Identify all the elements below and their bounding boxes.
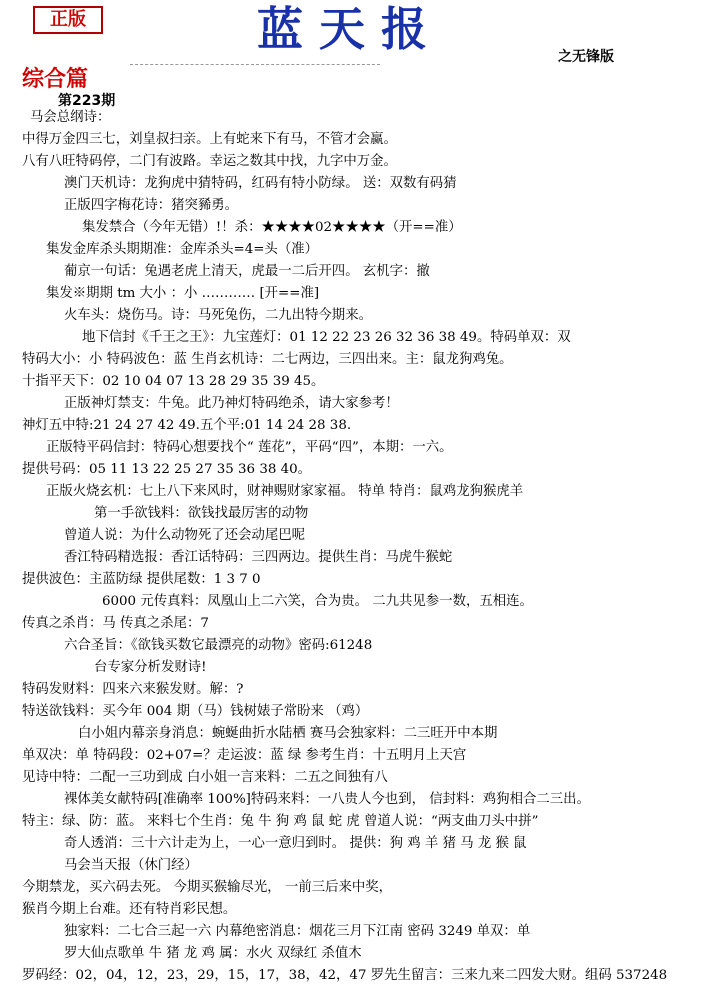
text-line: 特送欲钱料：买今年 004 期（马）钱树婊子常盼来 （鸡） [22, 704, 369, 719]
text-line: 八有八旺特码停，二门有波路。幸运之数其中找，九字中万金。 [22, 154, 397, 169]
text-line: 地下信封《千王之王》：九宝莲灯：01 12 22 23 26 32 36 38 49。特码单双：双 [82, 330, 571, 345]
text-line: 集发※期期 tm 大小 ：小 ………… [开==准] [46, 286, 320, 301]
text-line: 集发金库杀头期期准：金库杀头=4=头（准） [46, 242, 318, 257]
text-line: 正版神灯禁支：牛兔。此乃神灯特码绝杀，请大家参考！ [64, 396, 399, 411]
text-line: 特码大小：小 特码波色：蓝 生肖玄机诗：二七两边，三四出来。主：鼠龙狗鸡兔。 [22, 352, 513, 367]
text-line: 正版特平码信封：特码心想要找个“ 莲花”，平码“四”，本期：一六。 [46, 440, 453, 455]
section-heading: 综合篇 [22, 66, 89, 92]
text-line: 独家料：二七合三起一六 内幕绝密消息：烟花三月下江南 密码 3249 单双：单 [64, 924, 531, 939]
edition-label: 之无锋版 [558, 49, 614, 65]
issue-number: 第223期 [58, 93, 116, 109]
text-line: 集发禁合（今年无错）!！杀：★★★★02★★★★（开==准） [82, 220, 462, 235]
text-line: 曾道人说：为什么动物死了还会动尾巴呢 [64, 528, 306, 543]
text-line: 神灯五中特:21 24 27 42 49.五个平:01 14 24 28 38. [22, 418, 352, 433]
text-line: 台专家分析发财诗! [94, 660, 207, 675]
section-divider [130, 64, 380, 65]
text-line: 香江特码精选报：香江话特码：三四两边。提供生肖：马虎牛猴蛇 [64, 550, 453, 565]
text-line: 十指平天下：02 10 04 07 13 28 29 35 39 45。 [22, 374, 325, 389]
text-line: 罗大仙点歌单 牛 猪 龙 鸡 属：水火 双绿红 杀值木 [64, 946, 362, 961]
text-line: 奇人透消：三十六计走为上，一心一意归到时。 提供：狗 鸡 羊 猪 马 龙 猴 鼠 [64, 836, 527, 851]
text-line: 火车头：烧伤马。诗：马死兔伤，二九出特今期来。 [64, 308, 372, 323]
text-line: 白小姐内幕亲身消息：蜿蜒曲折水陆栖 赛马会独家料：二三旺开中本期 [78, 726, 498, 741]
text-line: 传真之杀肖：马 传真之杀尾：7 [22, 616, 209, 631]
text-line: 特主：绿、防：蓝。 来料七个生肖：兔 牛 狗 鸡 鼠 蛇 虎 曾道人说：“两支曲刀头中拼” [22, 814, 539, 829]
text-line: 特码发财料：四来六来猴发财。解：? [22, 682, 244, 697]
article-body [22, 107, 714, 987]
authentic-edition-badge: 正版 [33, 6, 103, 34]
text-line: 罗码经：02，04，12，23，29，15，17，38，42，47 罗先生留言：三来九来二四发大财。组码 537248 [22, 968, 668, 983]
text-line: 裸体美女献特码[准确率 100%]特码来料：一八贵人今也到， 信封料：鸡狗相合二三出。 [64, 792, 590, 807]
text-line: 中得万金四三七，刘皇叔扫亲。上有蛇来下有马，不管才会赢。 [22, 132, 397, 147]
text-line: 6000 元传真料：凤凰山上二六笑，合为贵。 二九共见参一数，五相连。 [102, 594, 533, 609]
text-line: 提供号码：05 11 13 22 25 27 35 36 38 40。 [22, 462, 312, 477]
text-line: 澳门天机诗：龙狗虎中猜特码，红码有特小防绿。 送：双数有码猜 [64, 176, 457, 191]
text-line: 六合圣旨：《欲钱买数它最漂亮的动物》密码:61248 [64, 638, 373, 653]
text-line: 今期禁龙，买六码去死。 今期买猴输尽光， 一前三后来中奖， [22, 880, 393, 895]
text-line: 见诗中特：二配一三功到成 白小姐一言来料：二五之间独有八 [22, 770, 388, 785]
newspaper-title: 蓝天报 [257, 2, 443, 56]
text-line: 正版四字梅花诗：猪突豨勇。 [64, 198, 239, 213]
text-line: 单双决：单 特码段：02+07=？走运波：蓝 绿 参考生肖：十五明月上天宫 [22, 748, 467, 763]
text-line: 正版火烧玄机：七上八下来风时，财神赐财家家福。 特单 特肖：鼠鸡龙狗猴虎羊 [46, 484, 524, 499]
text-line: 猴肖今期上台难。还有特肖彩民想。 [22, 902, 237, 917]
text-line: 马会总纲诗： [30, 110, 111, 125]
text-line: 马会当天报（休门经） [64, 858, 198, 873]
text-line: 第一手欲钱料：欲钱找最厉害的动物 [94, 506, 309, 521]
text-line: 葡京一句话：兔遇老虎上清天，虎最一二后开四。 玄机字：撤 [64, 264, 430, 279]
text-line: 提供波色：主蓝防绿 提供尾数：1 3 7 0 [22, 572, 261, 587]
